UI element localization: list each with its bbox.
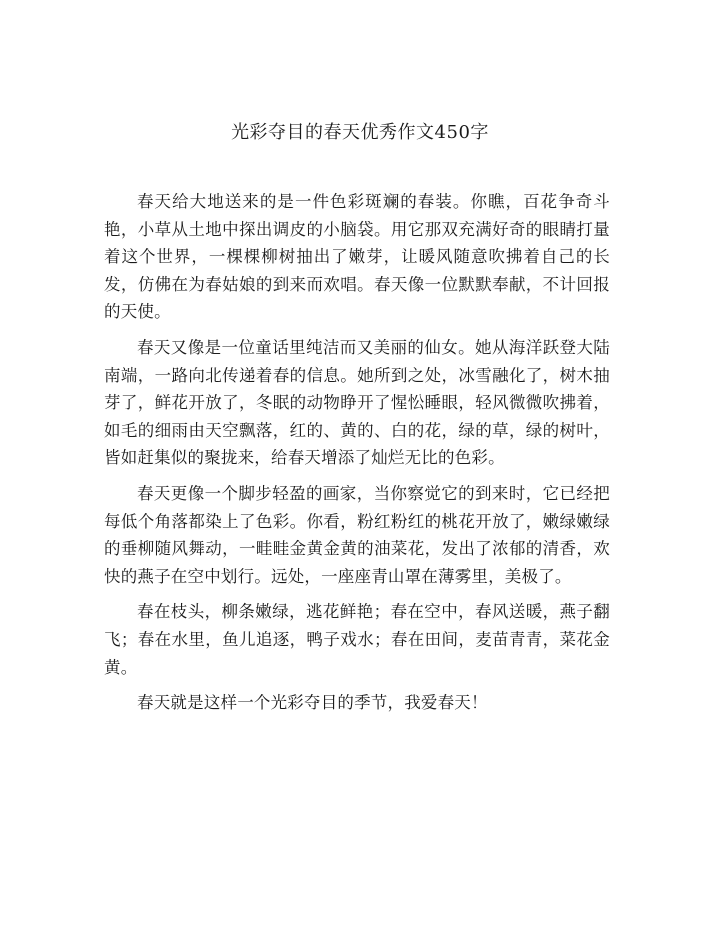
- paragraph-4: 春在枝头，柳条嫩绿，逃花鲜艳；春在空中，春风送暖，燕子翻飞；春在水里，鱼儿追逐，鸭子戏水；春在田间，麦苗青青，菜花金黄。: [104, 602, 610, 677]
- paragraph-5: 春天就是这样一个光彩夺目的季节，我爱春天！: [137, 693, 488, 713]
- paragraph-3: 春天更像一个脚步轻盈的画家，当你察觉它的到来时，它已经把每低个角落都染上了色彩。你看，粉红粉红的桃花开放了，嫩绿嫩绿的垂柳随风舞动，一畦畦金黄金黄的油菜花，发出了浓郁的清香，欢快的燕子在空中划行。远处，一座座青山罩在薄雾里，美极了。: [104, 483, 610, 586]
- document-body: [104, 188, 610, 725]
- paragraph-2: 春天又像是一位童话里纯洁而又美丽的仙女。她从海洋跃登大陆南端，一路向北传递着春的信息。她所到之处，冰雪融化了，树木抽芽了，鲜花开放了，冬眠的动物睁开了惺忪睡眼，轻风微微吹拂着，如毛的细雨由天空飘落，红的、黄的、白的花，绿的草，绿的树叶，皆如赶集似的聚拢来，给春天增添了灿烂无比的色彩。: [104, 337, 610, 468]
- paragraph-1: 春天给大地送来的是一件色彩斑斓的春装。你瞧，百花争奇斗艳，小草从土地中探出调皮的小脑袋。用它那双充满好奇的眼睛打量着这个世界，一棵棵柳树抽出了嫩芽，让暖风随意吹拂着自己的长发，仿佛在为春姑娘的到来而欢唱。春天像一位默默奉献，不计回报的天使。: [104, 192, 610, 322]
- document-title: 光彩夺目的春天优秀作文450字: [231, 122, 489, 143]
